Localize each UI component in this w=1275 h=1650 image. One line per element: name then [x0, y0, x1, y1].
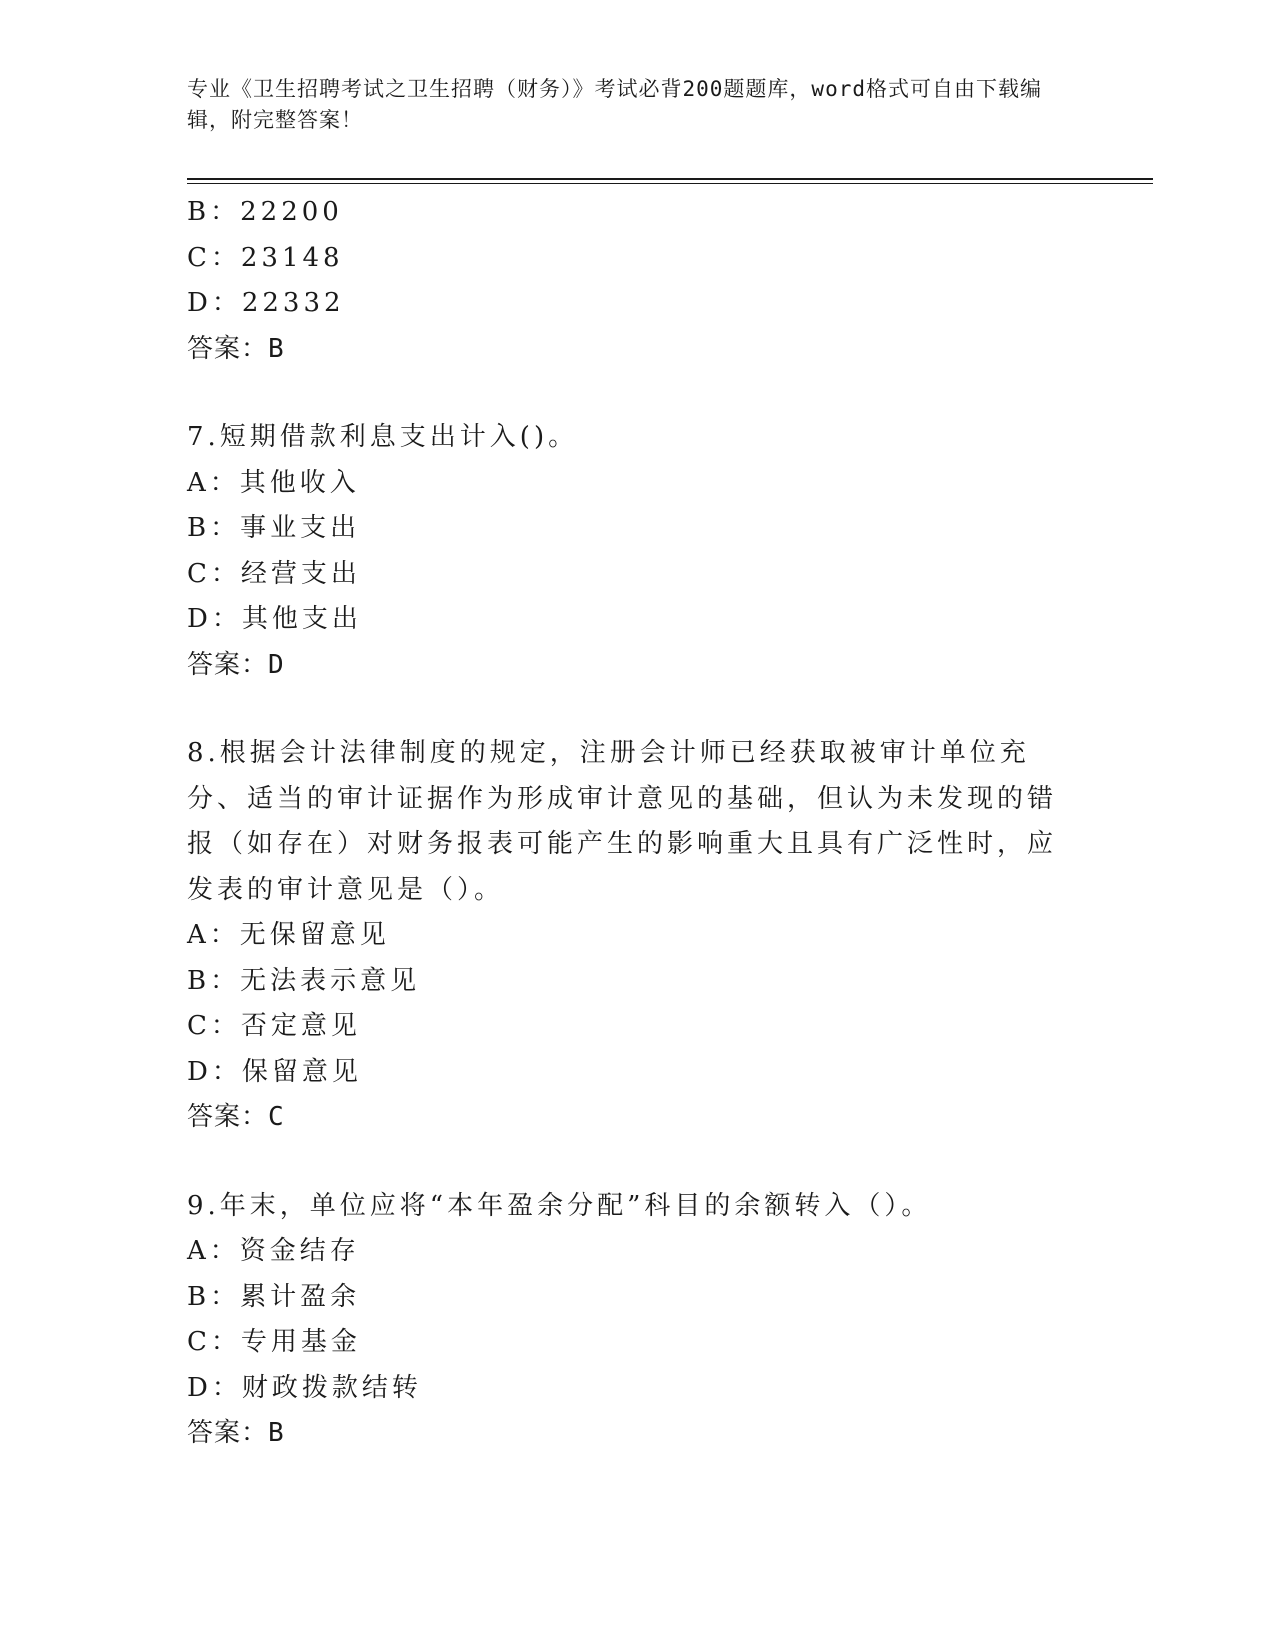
answer-line: 答案：C — [187, 1102, 285, 1132]
question-stem: 8.根据会计法律制度的规定，注册会计师已经获取被审计单位充分、适当的审计证据作为形成审计意见的基础，但认为未发现的错报（如存在）对财务报表可能产生的影响重大且具有广泛性时，应发表的审计意见是（）。 — [187, 738, 1058, 905]
option-a: A：无保留意见 — [187, 920, 390, 950]
option-d: D：保留意见 — [187, 1056, 362, 1087]
question-list — [187, 190, 1067, 1457]
spacer — [187, 1141, 1067, 1184]
option-d: D：其他支出 — [187, 604, 362, 634]
question-7 — [187, 415, 1067, 688]
answer-line: 答案：D — [187, 649, 285, 680]
question-8 — [187, 731, 1067, 1141]
option-b: B：事业支出 — [187, 513, 361, 543]
header-divider-thick — [187, 178, 1153, 180]
option-a: A：其他收入 — [187, 467, 360, 498]
option-a: A：资金结存 — [187, 1236, 360, 1266]
option-d: D：22332 — [187, 288, 345, 318]
option-b: B：无法表示意见 — [187, 965, 421, 996]
option-c: C：否定意见 — [187, 1011, 361, 1041]
answer-line: 答案：B — [187, 333, 285, 364]
option-d: D：财政拨款结转 — [187, 1372, 422, 1403]
previous-question-tail — [187, 190, 1067, 372]
question-9 — [187, 1184, 1067, 1457]
option-b: B：22200 — [187, 197, 343, 227]
spacer — [187, 372, 1067, 415]
question-stem: 9.年末，单位应将“本年盈余分配”科目的余额转入（）。 — [187, 1190, 932, 1221]
page-header: 专业《卫生招聘考试之卫生招聘（财务）》考试必背200题题库，word格式可自由下载编辑，附完整答案！ — [187, 77, 1042, 132]
option-c: C：经营支出 — [187, 558, 361, 589]
spacer — [187, 688, 1067, 731]
question-stem: 7.短期借款利息支出计入()。 — [187, 422, 579, 452]
option-b: B：累计盈余 — [187, 1281, 361, 1312]
header-divider-thin — [187, 183, 1153, 184]
option-c: C：专用基金 — [187, 1327, 361, 1357]
option-c: C：23148 — [187, 242, 344, 273]
answer-line: 答案：B — [187, 1418, 285, 1448]
